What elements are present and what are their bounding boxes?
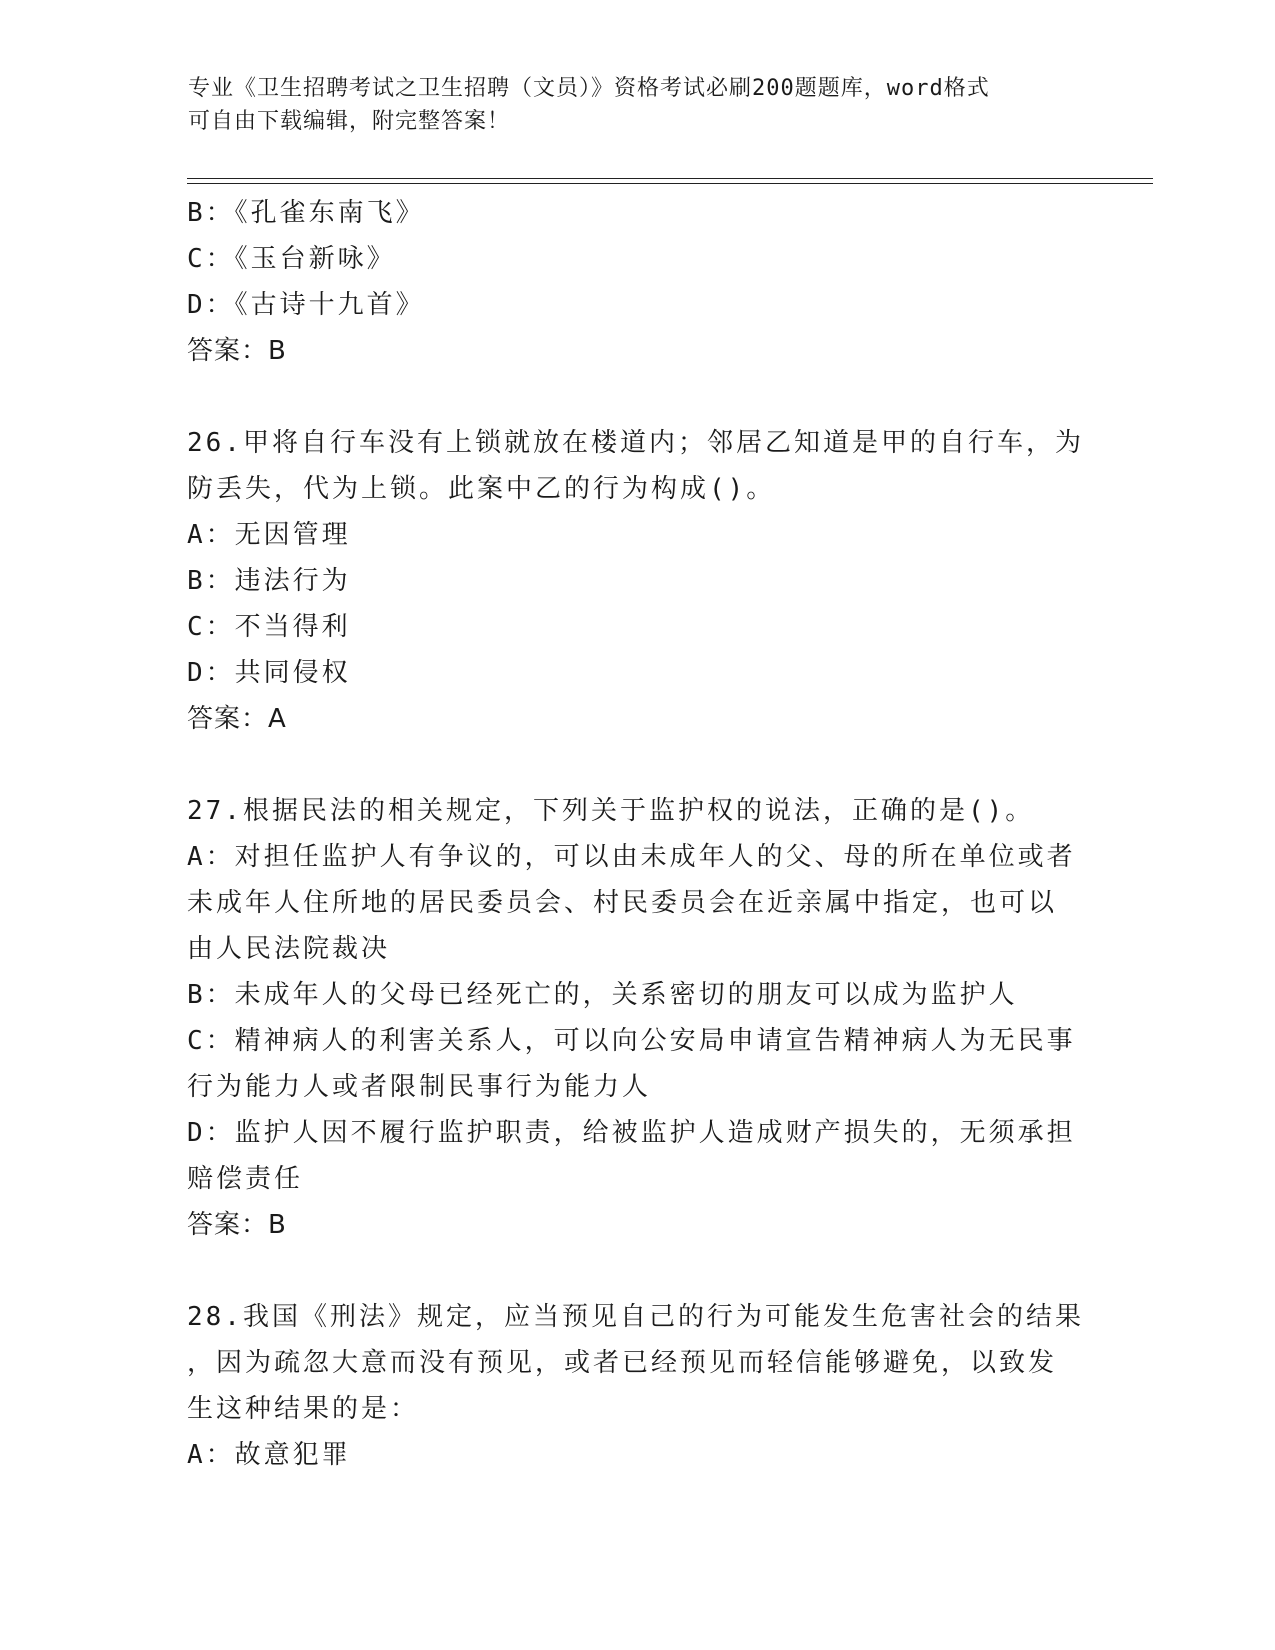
q25-option-c: C：《玉台新咏》 xyxy=(187,244,396,274)
q27-option-c-line-2: 行为能力人或者限制民事行为能力人 xyxy=(187,1072,652,1102)
q25-option-b: B：《孔雀东南飞》 xyxy=(187,198,425,228)
spacer xyxy=(187,1248,1087,1294)
header-divider-bottom xyxy=(187,183,1153,184)
spacer xyxy=(187,742,1087,788)
q28-stem-line-2: ，因为疏忽大意而没有预见，或者已经预见而轻信能够避免，以致发 xyxy=(187,1348,1058,1378)
q26-option-a: A：无因管理 xyxy=(187,520,351,550)
q27-stem-line-1: 27.根据民法的相关规定，下列关于监护权的说法，正确的是()。 xyxy=(187,796,1035,826)
q28-option-a: A：故意犯罪 xyxy=(187,1440,351,1470)
q27-option-d-line-1: D：监护人因不履行监护职责，给被监护人造成财产损失的，无须承担 xyxy=(187,1118,1076,1148)
q27-answer: 答案：B xyxy=(187,1210,287,1240)
q27-option-a-line-3: 由人民法院裁决 xyxy=(187,934,391,964)
q26-stem-line-2: 防丢失，代为上锁。此案中乙的行为构成()。 xyxy=(187,474,776,504)
q26-option-d: D：共同侵权 xyxy=(187,658,351,688)
q27-option-b: B：未成年人的父母已经死亡的，关系密切的朋友可以成为监护人 xyxy=(187,980,1018,1010)
header-line-2: 可自由下载编辑，附完整答案！ xyxy=(188,109,511,134)
spacer xyxy=(187,374,1087,420)
q26-option-c: C：不当得利 xyxy=(187,612,351,642)
header-line-1: 专业《卫生招聘考试之卫生招聘（文员）》资格考试必刷200题题库，word格式 xyxy=(188,76,990,101)
q26-option-b: B：违法行为 xyxy=(187,566,351,596)
document-header xyxy=(188,72,1068,138)
q27-option-d-line-2: 赔偿责任 xyxy=(187,1164,304,1194)
question-content xyxy=(187,190,1087,1478)
q28-stem-line-3: 生这种结果的是： xyxy=(187,1394,420,1424)
q27-option-a-line-2: 未成年人住所地的居民委员会、村民委员会在近亲属中指定，也可以 xyxy=(187,888,1058,918)
q26-answer: 答案：A xyxy=(187,704,287,734)
q27-option-c-line-1: C：精神病人的利害关系人，可以向公安局申请宣告精神病人为无民事 xyxy=(187,1026,1076,1056)
q25-answer: 答案：B xyxy=(187,336,287,366)
q25-option-d: D：《古诗十九首》 xyxy=(187,290,425,320)
header-divider-top xyxy=(187,178,1153,179)
q27-option-a-line-1: A：对担任监护人有争议的，可以由未成年人的父、母的所在单位或者 xyxy=(187,842,1076,872)
q28-stem-line-1: 28.我国《刑法》规定，应当预见自己的行为可能发生危害社会的结果 xyxy=(187,1302,1084,1332)
q26-stem-line-1: 26.甲将自行车没有上锁就放在楼道内；邻居乙知道是甲的自行车，为 xyxy=(187,428,1084,458)
